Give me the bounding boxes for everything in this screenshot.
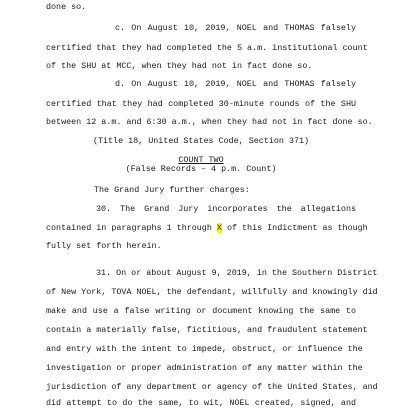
text-line: investigation or proper administration of any matter within the	[46, 363, 363, 373]
text-line: make and use a false writing or document knowing the same to	[46, 306, 356, 316]
text-line: contain a materially false, fictitious, and fraudulent statement	[46, 325, 368, 335]
text-line: and entry with the intent to impede, obstruct, or influence the	[46, 344, 363, 354]
text-line: The Grand Jury further charges:	[94, 185, 250, 195]
text-line: of New York, TOVA NOEL, the defendant, willfully and knowingly did	[46, 287, 378, 297]
text-segment: of this Indictment as though	[221, 223, 368, 233]
text-line: 31. On or about August 9, 2019, in the Southern District	[96, 268, 378, 278]
text-line	[46, 223, 368, 233]
statute-citation: (Title 18, United States Code, Section 371)	[92, 136, 310, 146]
text-line: certified that they had completed the 5 a.m. institutional count	[46, 43, 368, 53]
text-line: d. On August 10, 2019, NOEL and THOMAS falsely	[115, 79, 356, 89]
text-line: did attempt to do the same, to wit, NOEL created, signed, and	[46, 398, 356, 408]
text-line: between 12 a.m. and 6:30 a.m., when they had not in fact done so.	[46, 117, 373, 127]
count-title: COUNT TWO	[178, 155, 224, 165]
text-line: jurisdiction of any department or agency of the United States, and	[46, 382, 378, 392]
highlighted-placeholder: X	[216, 223, 222, 233]
text-line: c. On August 10, 2019, NOEL and THOMAS falsely	[115, 23, 356, 33]
text-line: certified that they had completed 30-minute rounds of the SHU	[46, 99, 356, 109]
text-line: of the SHU at MCC, when they had not in fact done so.	[46, 61, 313, 71]
text-segment: contained in paragraphs 1 through	[46, 223, 217, 233]
text-line: 30. The Grand Jury incorporates the allegations	[96, 204, 356, 214]
text-line: done so.	[46, 2, 87, 12]
text-line: fully set forth herein.	[46, 241, 162, 251]
count-subtitle: (False Records – 4 p.m. Count)	[125, 164, 277, 174]
